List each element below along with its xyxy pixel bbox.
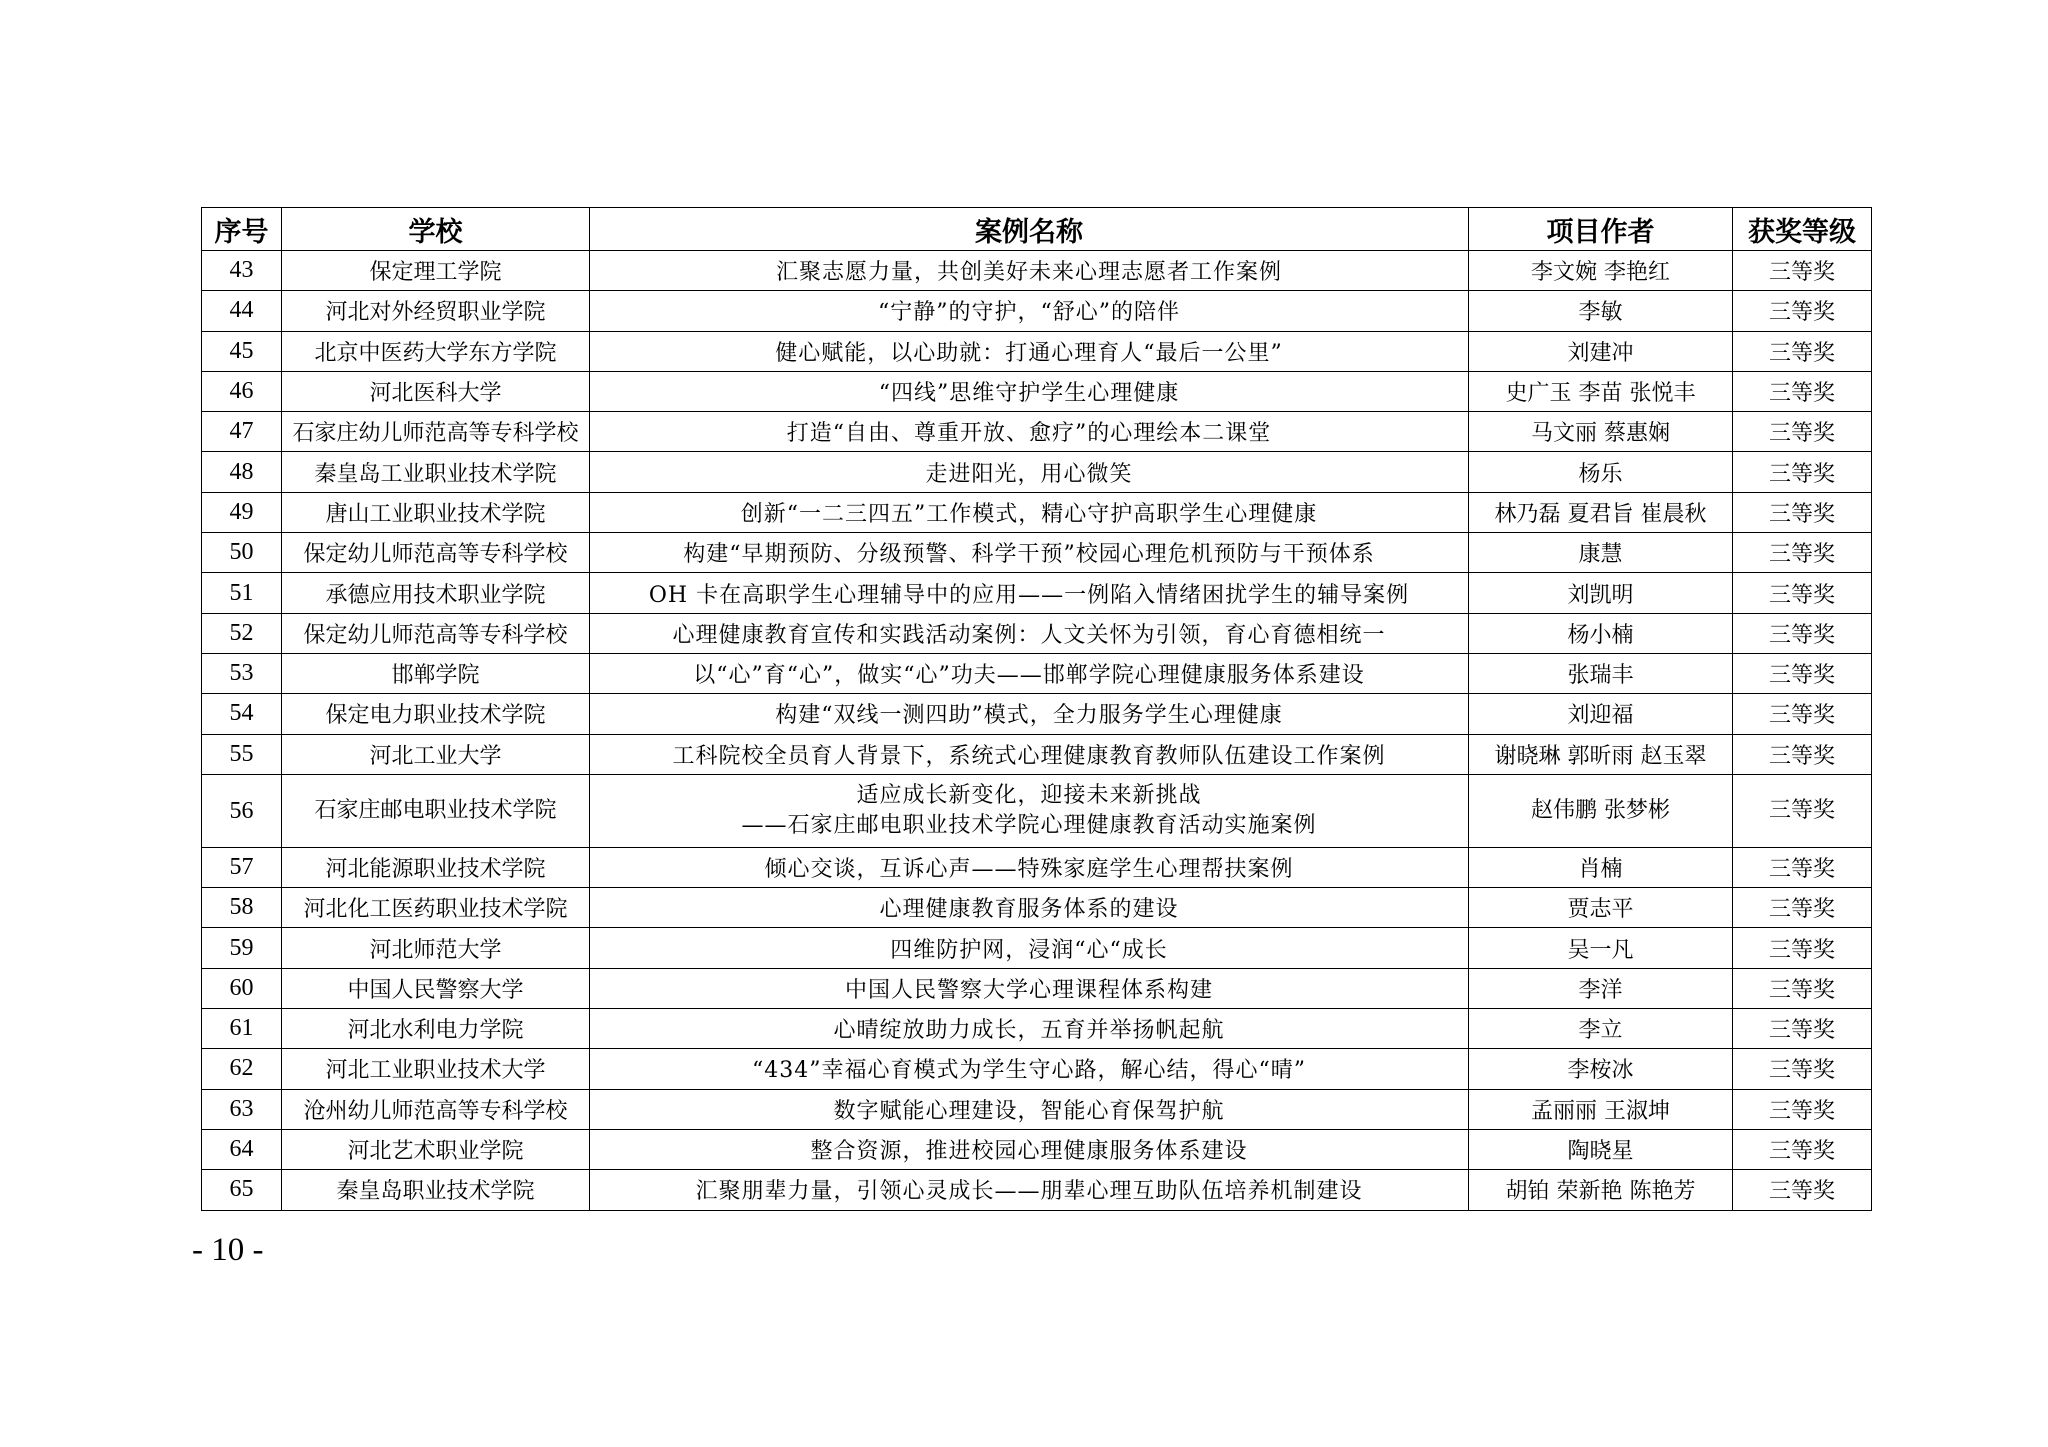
cell-school: 河北工业大学 [282,734,590,774]
cell-school: 河北艺术职业学院 [282,1129,590,1169]
table-row [202,734,1872,774]
table-row [202,888,1872,928]
table-row [202,412,1872,452]
cell-author: 李文婉 李艳红 [1469,251,1733,291]
cell-author: 孟丽丽 王淑坤 [1469,1089,1733,1129]
cell-case: 构建“早期预防、分级预警、科学干预”校园心理危机预防与干预体系 [590,533,1469,573]
table-row [202,774,1872,847]
cell-no: 54 [202,694,282,734]
cell-school: 河北水利电力学院 [282,1009,590,1049]
cell-no: 46 [202,371,282,411]
cell-no: 59 [202,928,282,968]
cell-no: 45 [202,331,282,371]
table-row [202,1089,1872,1129]
table-row [202,371,1872,411]
cell-no: 65 [202,1170,282,1210]
cell-no: 60 [202,968,282,1008]
cell-school: 保定幼儿师范高等专科学校 [282,613,590,653]
cell-award: 三等奖 [1733,653,1872,693]
header-no: 序号 [202,208,282,251]
cell-author: 林乃磊 夏君旨 崔晨秋 [1469,492,1733,532]
table-row [202,1170,1872,1210]
cell-author: 刘凯明 [1469,573,1733,613]
cell-award: 三等奖 [1733,331,1872,371]
cell-school: 秦皇岛职业技术学院 [282,1170,590,1210]
cell-case: 打造“自由、尊重开放、愈疗”的心理绘本二课堂 [590,412,1469,452]
cell-no: 56 [202,774,282,847]
table-row [202,847,1872,887]
cell-no: 57 [202,847,282,887]
cell-no: 48 [202,452,282,492]
cell-school: 保定电力职业技术学院 [282,694,590,734]
cell-case: 整合资源，推进校园心理健康服务体系建设 [590,1129,1469,1169]
cell-award: 三等奖 [1733,968,1872,1008]
header-award: 获奖等级 [1733,208,1872,251]
cell-case: 倾心交谈，互诉心声——特殊家庭学生心理帮扶案例 [590,847,1469,887]
table-row [202,1129,1872,1169]
cell-case: “宁静”的守护，“舒心”的陪伴 [590,291,1469,331]
cell-case: 创新“一二三四五”工作模式，精心守护高职学生心理健康 [590,492,1469,532]
table-row [202,492,1872,532]
cell-award: 三等奖 [1733,492,1872,532]
table-row [202,928,1872,968]
table-row [202,1009,1872,1049]
table-row [202,1049,1872,1089]
cell-no: 44 [202,291,282,331]
cell-award: 三等奖 [1733,928,1872,968]
cell-award: 三等奖 [1733,573,1872,613]
cell-case: 四维防护网，浸润“心“成长 [590,928,1469,968]
cell-no: 55 [202,734,282,774]
cell-award: 三等奖 [1733,412,1872,452]
cell-case: 汇聚朋辈力量，引领心灵成长——朋辈心理互助队伍培养机制建设 [590,1170,1469,1210]
table-row [202,694,1872,734]
cell-award: 三等奖 [1733,774,1872,847]
cell-no: 51 [202,573,282,613]
cell-case: 走进阳光，用心微笑 [590,452,1469,492]
cell-case: 健心赋能，以心助就：打通心理育人“最后一公里” [590,331,1469,371]
cell-school: 中国人民警察大学 [282,968,590,1008]
cell-no: 63 [202,1089,282,1129]
cell-case: 中国人民警察大学心理课程体系构建 [590,968,1469,1008]
cell-award: 三等奖 [1733,452,1872,492]
header-case: 案例名称 [590,208,1469,251]
cell-award: 三等奖 [1733,888,1872,928]
cell-author: 谢晓琳 郭昕雨 赵玉翠 [1469,734,1733,774]
cell-no: 49 [202,492,282,532]
cell-author: 马文丽 蔡惠娴 [1469,412,1733,452]
cell-award: 三等奖 [1733,1170,1872,1210]
cell-award: 三等奖 [1733,734,1872,774]
cell-case: 工科院校全员育人背景下，系统式心理健康教育教师队伍建设工作案例 [590,734,1469,774]
table-header-row [202,208,1872,251]
cell-award: 三等奖 [1733,251,1872,291]
cell-author: 刘迎福 [1469,694,1733,734]
cell-author: 杨小楠 [1469,613,1733,653]
cell-no: 64 [202,1129,282,1169]
table-body [202,251,1872,1211]
page-number: - 10 - [192,1232,264,1268]
cell-case-line-1: 适应成长新变化，迎接未来新挑战 [856,782,1202,808]
table-row [202,613,1872,653]
cell-school: 北京中医药大学东方学院 [282,331,590,371]
cell-school: 河北对外经贸职业学院 [282,291,590,331]
cell-author: 李立 [1469,1009,1733,1049]
cell-school: 石家庄幼儿师范高等专科学校 [282,412,590,452]
cell-case: “四线”思维守护学生心理健康 [590,371,1469,411]
cell-author: 李桉冰 [1469,1049,1733,1089]
cell-no: 62 [202,1049,282,1089]
cell-case: “434”幸福心育模式为学生守心路，解心结，得心“晴” [590,1049,1469,1089]
cell-case: OH 卡在高职学生心理辅导中的应用——一例陷入情绪困扰学生的辅导案例 [590,573,1469,613]
cell-no: 47 [202,412,282,452]
table-row [202,968,1872,1008]
cell-school: 河北师范大学 [282,928,590,968]
table-row [202,251,1872,291]
cell-no: 53 [202,653,282,693]
cell-author: 李敏 [1469,291,1733,331]
cell-award: 三等奖 [1733,1009,1872,1049]
table-row [202,291,1872,331]
cell-case: 心理健康教育服务体系的建设 [590,888,1469,928]
cell-case: 构建“双线一测四助”模式，全力服务学生心理健康 [590,694,1469,734]
cell-author: 吴一凡 [1469,928,1733,968]
cell-author: 刘建冲 [1469,331,1733,371]
cell-school: 河北化工医药职业技术学院 [282,888,590,928]
cell-case: 汇聚志愿力量，共创美好未来心理志愿者工作案例 [590,251,1469,291]
cell-no: 50 [202,533,282,573]
cell-award: 三等奖 [1733,1089,1872,1129]
cell-award: 三等奖 [1733,291,1872,331]
cell-award: 三等奖 [1733,533,1872,573]
cell-award: 三等奖 [1733,613,1872,653]
cell-school: 秦皇岛工业职业技术学院 [282,452,590,492]
cell-case: 心晴绽放助力成长，五育并举扬帆起航 [590,1009,1469,1049]
cell-no: 58 [202,888,282,928]
table-row [202,533,1872,573]
cell-school: 河北工业职业技术大学 [282,1049,590,1089]
cell-school: 承德应用技术职业学院 [282,573,590,613]
cell-author: 贾志平 [1469,888,1733,928]
cell-award: 三等奖 [1733,1129,1872,1169]
cell-case: 数字赋能心理建设，智能心育保驾护航 [590,1089,1469,1129]
cell-no: 52 [202,613,282,653]
cell-school: 邯郸学院 [282,653,590,693]
cell-author: 赵伟鹏 张梦彬 [1469,774,1733,847]
cell-author: 张瑞丰 [1469,653,1733,693]
cell-author: 肖楠 [1469,847,1733,887]
cell-school: 沧州幼儿师范高等专科学校 [282,1089,590,1129]
cell-case: 以“心”育“心”，做实“心”功夫——邯郸学院心理健康服务体系建设 [590,653,1469,693]
award-table [201,207,1872,1211]
cell-author: 李洋 [1469,968,1733,1008]
table-row [202,573,1872,613]
table-row [202,331,1872,371]
cell-author: 陶晓星 [1469,1129,1733,1169]
cell-case-line-2: ——石家庄邮电职业技术学院心理健康教育活动实施案例 [741,812,1317,838]
cell-school: 河北医科大学 [282,371,590,411]
cell-school: 河北能源职业技术学院 [282,847,590,887]
cell-award: 三等奖 [1733,371,1872,411]
cell-award: 三等奖 [1733,1049,1872,1089]
cell-award: 三等奖 [1733,847,1872,887]
cell-school: 石家庄邮电职业技术学院 [282,774,590,847]
header-school: 学校 [282,208,590,251]
cell-author: 史广玉 李苗 张悦丰 [1469,371,1733,411]
cell-author: 胡铂 荣新艳 陈艳芳 [1469,1170,1733,1210]
header-author: 项目作者 [1469,208,1733,251]
cell-author: 杨乐 [1469,452,1733,492]
cell-school: 保定理工学院 [282,251,590,291]
cell-no: 43 [202,251,282,291]
cell-case: 心理健康教育宣传和实践活动案例：人文关怀为引领，育心育德相统一 [590,613,1469,653]
cell-school: 保定幼儿师范高等专科学校 [282,533,590,573]
cell-no: 61 [202,1009,282,1049]
cell-school: 唐山工业职业技术学院 [282,492,590,532]
table-row [202,653,1872,693]
cell-award: 三等奖 [1733,694,1872,734]
table-row [202,452,1872,492]
cell-case [590,774,1469,847]
cell-author: 康慧 [1469,533,1733,573]
